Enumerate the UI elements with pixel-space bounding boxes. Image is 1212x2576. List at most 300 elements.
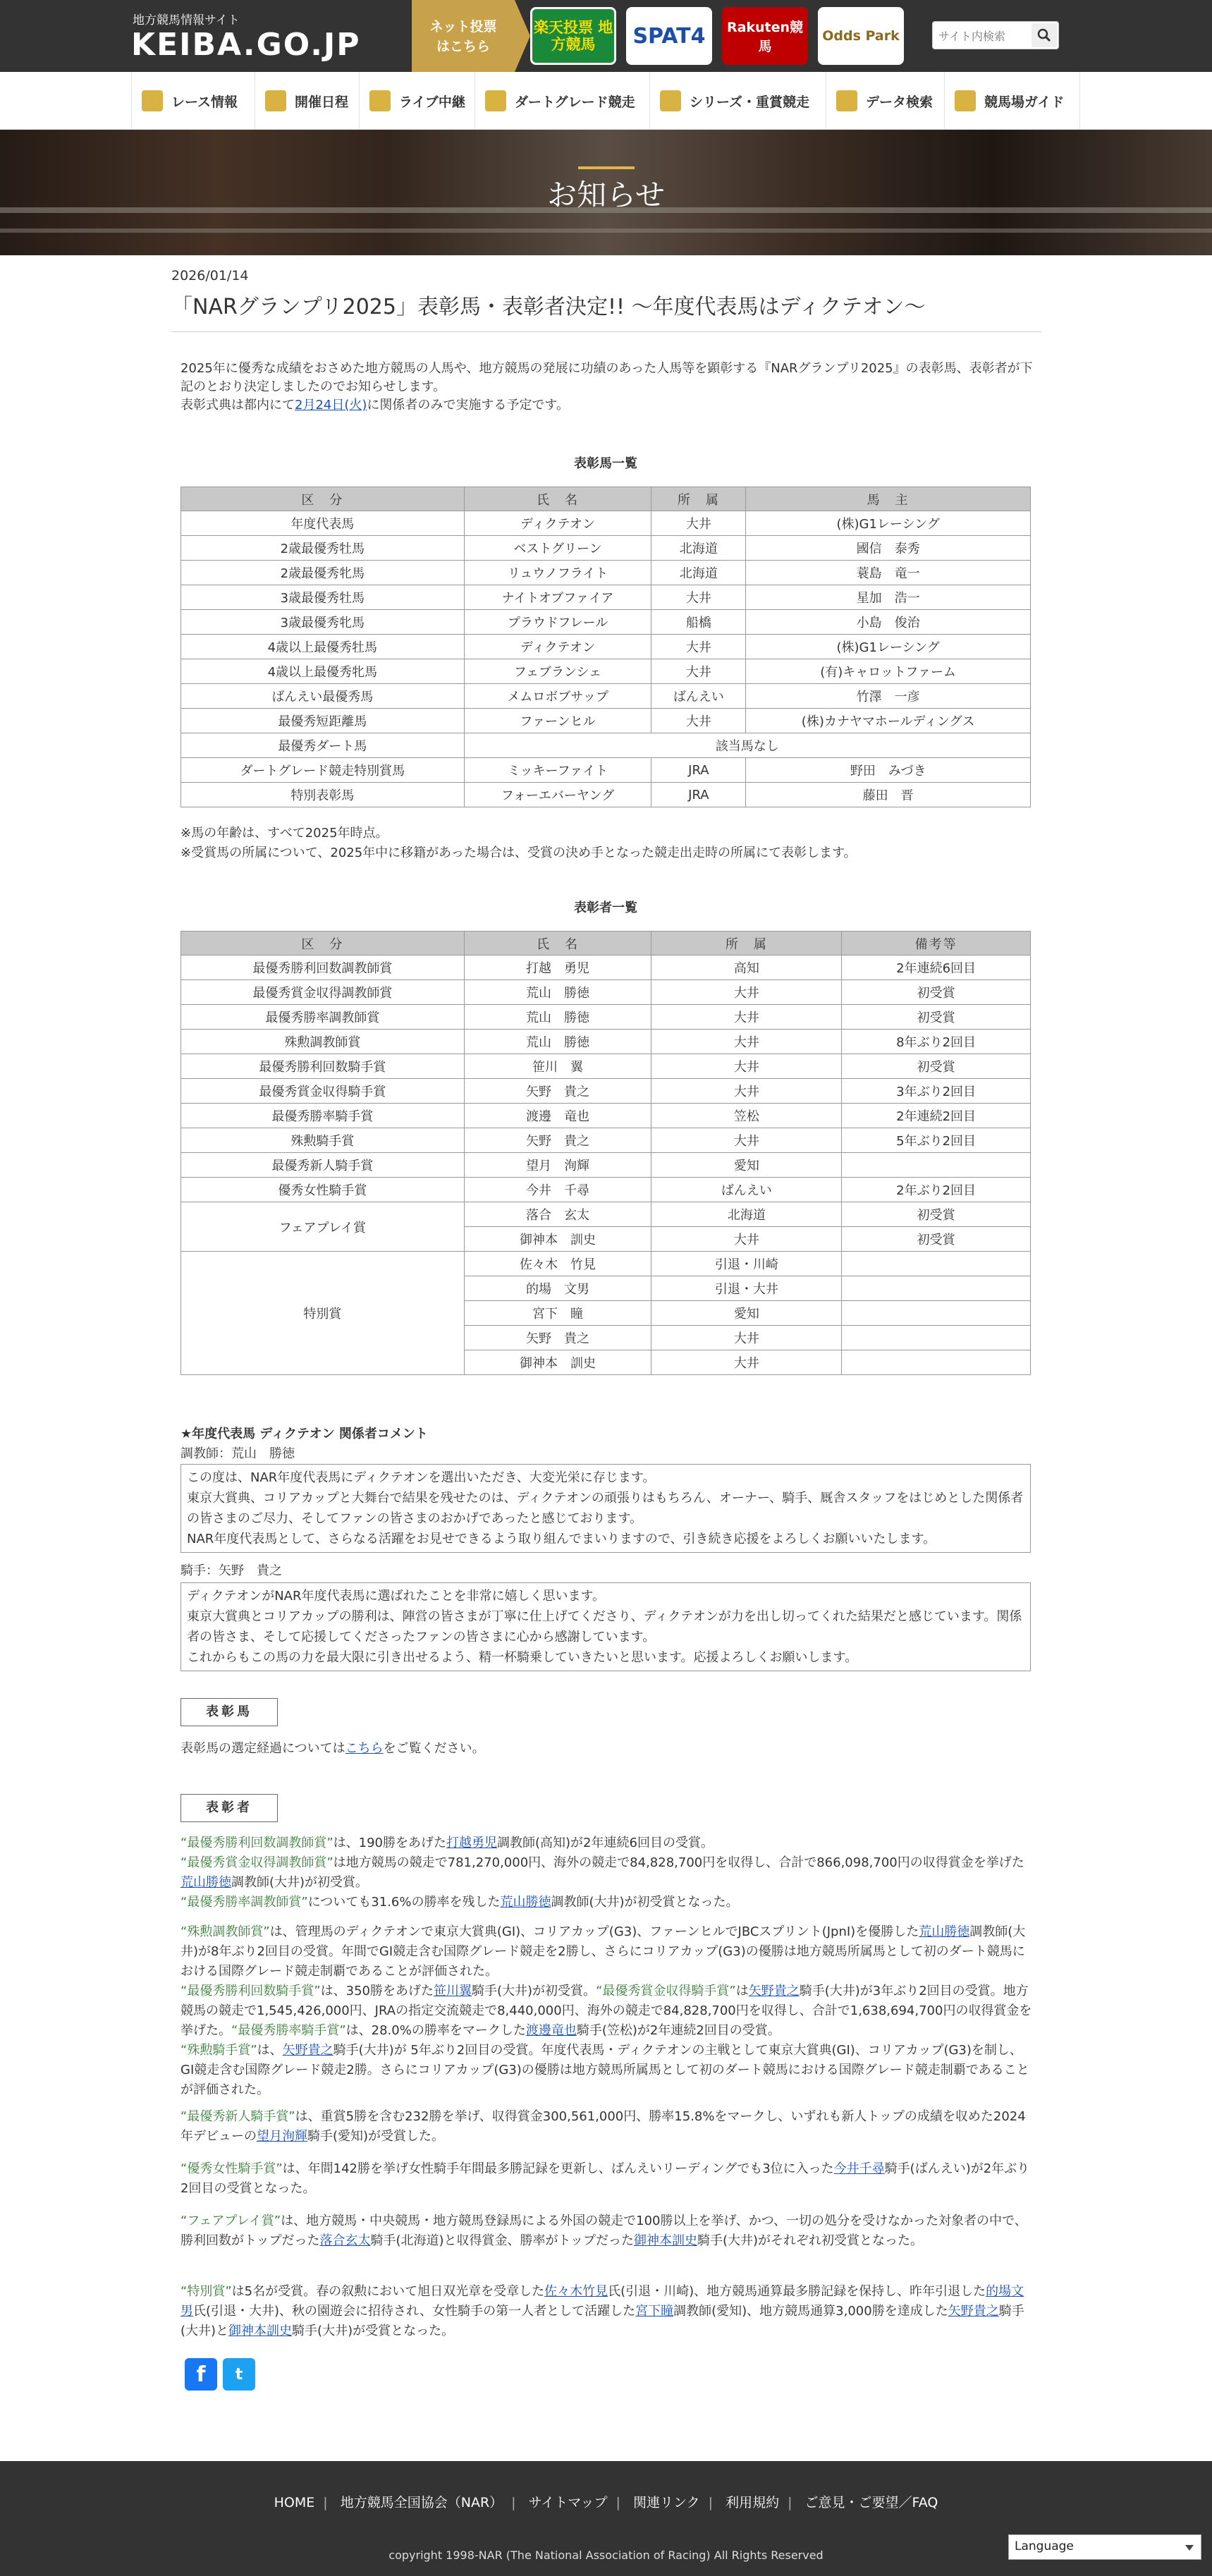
table-cell: 大井 bbox=[651, 1005, 842, 1030]
table-header: 所 属 bbox=[651, 487, 746, 511]
table-cell: フェアプレイ賞 bbox=[181, 1202, 465, 1252]
facebook-icon: f bbox=[196, 2362, 206, 2387]
table-cell: ナイトオブファイア bbox=[464, 585, 651, 610]
table-cell: 殊勲調教師賞 bbox=[181, 1030, 465, 1054]
table-cell: 初受賞 bbox=[842, 980, 1031, 1005]
table-cell: 笹川 翼 bbox=[464, 1054, 651, 1079]
nav-data-search[interactable] bbox=[826, 72, 945, 130]
nav-schedule[interactable] bbox=[255, 72, 360, 130]
award-name: “最優秀勝率調教師賞” bbox=[180, 1895, 308, 1910]
comment-line: この度は、NAR年度代表馬にディクテオンを選出いただき、大変光栄に存じます。 bbox=[187, 1470, 656, 1485]
table-cell: 優秀女性騎手賞 bbox=[181, 1178, 465, 1202]
table-cell: 最優秀勝利回数調教師賞 bbox=[181, 956, 465, 980]
nav-course-guide[interactable] bbox=[945, 72, 1080, 130]
table-cell: 8年ぶり2回目 bbox=[842, 1030, 1031, 1054]
award-line bbox=[180, 1982, 1034, 2041]
award-name: “フェアプレイ賞” bbox=[180, 2214, 281, 2228]
net-betting-arrow-icon bbox=[515, 0, 530, 72]
table-cell: (株)G1レーシング bbox=[746, 635, 1031, 659]
text-part: 騎手(大井)と bbox=[180, 2304, 1024, 2338]
text-part: は、350勝をあげた bbox=[320, 1984, 434, 1998]
text-part: は地方競馬の競走で781,270,000円、海外の競走で84,828,700円を収得し、合計で866,098,700円の収得賞金を挙げた bbox=[333, 1855, 1024, 1870]
text-part: 騎手(大井)が受賞となった。 bbox=[292, 2324, 455, 2338]
footer-link-nar[interactable]: 地方競馬全国協会（NAR） bbox=[340, 2495, 503, 2510]
table-row bbox=[181, 1178, 1031, 1202]
table-cell: 矢野 貴之 bbox=[464, 1079, 651, 1104]
footer-link-sitemap[interactable]: サイトマップ bbox=[528, 2495, 608, 2510]
table-header: 氏 名 bbox=[464, 932, 651, 956]
award-paragraph bbox=[180, 2211, 1034, 2251]
person-link[interactable]: 御神本訓史 bbox=[228, 2324, 293, 2338]
table-cell: 的場 文男 bbox=[464, 1276, 651, 1301]
table-cell: ディクテオン bbox=[464, 511, 651, 536]
table-row bbox=[181, 684, 1031, 709]
table-cell bbox=[842, 1252, 1031, 1276]
award-name: “最優秀勝利回数騎手賞” bbox=[180, 1984, 321, 1998]
table-header: 区 分 bbox=[181, 487, 465, 511]
nav-label: データ検索 bbox=[866, 94, 934, 110]
table-cell: 藤田 晋 bbox=[746, 783, 1031, 807]
person-link[interactable]: 荒山勝徳 bbox=[919, 1924, 970, 1939]
table-cell: 渡邊 竜也 bbox=[464, 1104, 651, 1128]
intro-text bbox=[180, 360, 1034, 415]
table-cell: 該当馬なし bbox=[464, 733, 1030, 758]
table-cell: 矢野 貴之 bbox=[464, 1128, 651, 1153]
table-cell: 5年ぶり2回目 bbox=[842, 1128, 1031, 1153]
award-name: “最優秀勝率騎手賞” bbox=[231, 2023, 346, 2038]
table-cell: リュウノフライト bbox=[464, 561, 651, 585]
copyright: copyright 1998-NAR (The National Association of Racing) All Rights Reserved bbox=[388, 2548, 824, 2562]
info-icon bbox=[955, 90, 976, 111]
hero-banner bbox=[0, 130, 1212, 255]
jockey-comment-box bbox=[180, 1582, 1031, 1671]
table-cell: 大井 bbox=[651, 1054, 842, 1079]
table-cell: ベストグリーン bbox=[464, 536, 651, 561]
comments-heading bbox=[180, 1424, 1034, 1464]
text-part: についても31.6%の勝率を残した bbox=[307, 1895, 501, 1910]
table-cell: 最優秀新人騎手賞 bbox=[181, 1153, 465, 1178]
text-part: 表彰馬の選定経過については bbox=[180, 1741, 345, 1756]
live-icon bbox=[369, 90, 391, 111]
table-cell: ダートグレード競走特別賞馬 bbox=[181, 758, 465, 783]
partner-rakuten-keiba[interactable]: Rakuten競馬 bbox=[722, 7, 808, 65]
horse-section-tag: 表彰馬 bbox=[180, 1698, 278, 1726]
search-icon bbox=[1037, 28, 1051, 42]
table-cell: 4歳以上最優秀牡馬 bbox=[181, 635, 465, 659]
table-header-row bbox=[181, 932, 1031, 956]
table-cell: 蓑島 竜一 bbox=[746, 561, 1031, 585]
comment-line: これからもこの馬の力を最大限に引き出せるよう、精一杯騎乗していきたいと思います。応援よろしくお願いします。 bbox=[187, 1650, 858, 1665]
table-cell: 最優秀ダート馬 bbox=[181, 733, 465, 758]
table-cell: ファーンヒル bbox=[464, 709, 651, 733]
footer-separator: | bbox=[323, 2495, 328, 2510]
table-row bbox=[181, 956, 1031, 980]
text-part: は、管理馬のディクテオンで東京大賞典(GI)、コリアカップ(G3)、ファーンヒルでJBCスプリント(JpnI)を優勝した bbox=[269, 1924, 919, 1939]
table-cell: 殊勲騎手賞 bbox=[181, 1128, 465, 1153]
table-cell: 4歳以上最優秀牝馬 bbox=[181, 659, 465, 684]
table-cell bbox=[842, 1350, 1031, 1375]
person-link[interactable]: 矢野貴之 bbox=[748, 1984, 800, 1998]
table-row bbox=[181, 1153, 1031, 1178]
text-part: は、重賞5勝を含む232勝を挙げ、収得賞金300,561,000円、勝率15.8%をマークし、いずれも新人トップの成績を収めた2024年デビューの bbox=[180, 2109, 1026, 2144]
footer-link-terms[interactable]: 利用規約 bbox=[726, 2495, 780, 2510]
table-row bbox=[181, 709, 1031, 733]
post-date: 2026/01/14 bbox=[171, 268, 249, 283]
table-cell: 竹澤 一彦 bbox=[746, 684, 1031, 709]
table-cell: ばんえい最優秀馬 bbox=[181, 684, 465, 709]
table-row bbox=[181, 1128, 1031, 1153]
text-part: は、地方競馬・中央競馬・地方競馬登録馬による外国の競走で100勝以上を挙げ、かつ、一切の処分を受けなかった対象者の中で、勝利回数がトップだった bbox=[180, 2214, 1027, 2248]
nav-label: ライブ中継 bbox=[399, 94, 465, 110]
intro-text-part: に関係者のみで実施する予定です。 bbox=[367, 398, 569, 413]
table-cell: ディクテオン bbox=[464, 635, 651, 659]
table-row bbox=[181, 1104, 1031, 1128]
table-row bbox=[181, 585, 1031, 610]
table-row bbox=[181, 561, 1031, 585]
table-cell: 3歳最優秀牝馬 bbox=[181, 610, 465, 635]
comments-title: ★年度代表馬 ディクテオン 関係者コメント bbox=[180, 1427, 428, 1441]
footer-separator: | bbox=[511, 2495, 516, 2510]
selection-process-link[interactable]: こちら bbox=[345, 1741, 384, 1756]
table-cell: 大井 bbox=[651, 1030, 842, 1054]
table-row bbox=[181, 511, 1031, 536]
table-cell: 最優秀勝率調教師賞 bbox=[181, 1005, 465, 1030]
note-line: ※受賞馬の所属について、2025年中に移籍があった場合は、受賞の決め手となった競走出走時の所属にて表彰します。 bbox=[180, 846, 857, 860]
table-cell: 年度代表馬 bbox=[181, 511, 465, 536]
nav-label: シリーズ・重賞競走 bbox=[690, 94, 810, 110]
table-cell: 3歳最優秀牡馬 bbox=[181, 585, 465, 610]
table-cell bbox=[842, 1301, 1031, 1326]
person-link[interactable]: 今井千尋 bbox=[833, 2161, 885, 2176]
person-link[interactable]: 佐々木竹見 bbox=[544, 2284, 608, 2299]
award-name: “最優秀賞金収得調教師賞” bbox=[180, 1855, 333, 1870]
award-line bbox=[180, 1853, 1034, 1893]
table-cell: 落合 玄太 bbox=[464, 1202, 651, 1227]
people-section-title: 表彰者一覧 bbox=[574, 901, 637, 915]
table-header: 備考等 bbox=[842, 932, 1031, 956]
table-cell: 大井 bbox=[651, 635, 746, 659]
table-cell: 大井 bbox=[651, 709, 746, 733]
award-paragraph bbox=[180, 2107, 1034, 2147]
table-cell: 高知 bbox=[651, 956, 842, 980]
text-part: は、28.0%の勝率をマークした bbox=[345, 2023, 526, 2038]
table-cell: フォーエバーヤング bbox=[464, 783, 651, 807]
table-row bbox=[181, 1079, 1031, 1104]
table-cell: 大井 bbox=[651, 1079, 842, 1104]
award-line bbox=[180, 2041, 1034, 2100]
footer-links bbox=[0, 2492, 1212, 2511]
table-row bbox=[181, 980, 1031, 1005]
site-logo[interactable]: KEIBA.GO.JP bbox=[131, 27, 361, 63]
dirt-grade-icon bbox=[485, 90, 506, 111]
award-paragraph bbox=[180, 1833, 1034, 1912]
site-search bbox=[932, 21, 1059, 49]
footer-separator: | bbox=[708, 2495, 714, 2510]
table-cell: 御神本 訓史 bbox=[464, 1227, 651, 1252]
table-header: 所 属 bbox=[651, 932, 842, 956]
award-paragraph bbox=[180, 2159, 1034, 2199]
table-cell: 大井 bbox=[651, 1326, 842, 1350]
horses-table bbox=[180, 487, 1031, 807]
table-cell: 2年連続2回目 bbox=[842, 1104, 1031, 1128]
award-name: “殊勲調教師賞” bbox=[180, 1924, 270, 1939]
table-cell: 初受賞 bbox=[842, 1202, 1031, 1227]
award-name: “殊勲騎手賞” bbox=[180, 2043, 257, 2058]
trophy-icon bbox=[660, 90, 681, 111]
table-cell: 2歳最優秀牝馬 bbox=[181, 561, 465, 585]
table-row bbox=[181, 1252, 1031, 1276]
person-link[interactable]: 荒山勝徳 bbox=[180, 1875, 231, 1890]
comment-line: NAR年度代表馬として、さらなる活躍をお見せできるよう取り組んでまいりますので、引き続き応援をよろしくお願いいたします。 bbox=[187, 1532, 936, 1546]
table-row bbox=[181, 758, 1031, 783]
text-part: をご覧ください。 bbox=[383, 1741, 485, 1756]
award-name: “最優秀新人騎手賞” bbox=[180, 2109, 295, 2124]
page-title: お知らせ bbox=[547, 178, 665, 212]
table-row bbox=[181, 1005, 1031, 1030]
table-cell: 特別賞 bbox=[181, 1252, 465, 1375]
table-cell: 大井 bbox=[651, 511, 746, 536]
share-buttons bbox=[185, 2358, 255, 2391]
partner-odds-park[interactable]: Odds Park bbox=[818, 7, 904, 65]
table-cell: JRA bbox=[651, 783, 746, 807]
table-cell: JRA bbox=[651, 758, 746, 783]
table-cell: 笠松 bbox=[651, 1104, 842, 1128]
text-part: 騎手(ばんえい)が2年ぶり2回目の受賞となった。 bbox=[180, 2161, 1030, 2196]
comment-line: ディクテオンがNAR年度代表馬に選ばれたことを非常に嬉しく思います。 bbox=[187, 1589, 606, 1604]
table-cell: 特別表彰馬 bbox=[181, 783, 465, 807]
partner-spat4[interactable]: SPAT4 bbox=[626, 7, 712, 65]
table-cell: 初受賞 bbox=[842, 1227, 1031, 1252]
intro-text-part: 表彰式典は都内にて bbox=[180, 398, 295, 413]
table-cell: 北海道 bbox=[651, 536, 746, 561]
partner-rakuten-chihou[interactable]: 楽天投票 地方競馬 bbox=[530, 7, 616, 65]
table-cell: 今井 千尋 bbox=[464, 1178, 651, 1202]
twitter-share-button[interactable] bbox=[223, 2358, 255, 2391]
twitter-icon: t bbox=[235, 2365, 243, 2383]
table-cell: フェブランシェ bbox=[464, 659, 651, 684]
table-cell: 初受賞 bbox=[842, 1005, 1031, 1030]
text-part: 騎手(大井)が初受賞。 bbox=[472, 1984, 596, 1998]
facebook-share-button[interactable] bbox=[185, 2358, 217, 2391]
hero-accent-bar bbox=[578, 166, 635, 169]
table-cell bbox=[842, 1276, 1031, 1301]
note-line: ※馬の年齢は、すべて2025年時点。 bbox=[180, 826, 388, 841]
people-table bbox=[180, 931, 1031, 1375]
table-cell: (株)カナヤマホールディングス bbox=[746, 709, 1031, 733]
top-header bbox=[0, 0, 1212, 72]
table-cell: 荒山 勝徳 bbox=[464, 1030, 651, 1054]
text-part: 調教師(高知)が2年連続6回目の受賞。 bbox=[497, 1836, 714, 1850]
net-betting-line2: はこちら bbox=[436, 39, 490, 54]
nav-race-info[interactable] bbox=[131, 72, 255, 130]
person-link[interactable]: 御神本訓史 bbox=[633, 2233, 697, 2248]
table-cell: 船橋 bbox=[651, 610, 746, 635]
award-name: “優秀女性騎手賞” bbox=[180, 2161, 283, 2176]
table-cell: 2年連続6回目 bbox=[842, 956, 1031, 980]
person-link[interactable]: 打越勇児 bbox=[446, 1836, 498, 1850]
table-cell: 愛知 bbox=[651, 1153, 842, 1178]
table-cell: 野田 みづき bbox=[746, 758, 1031, 783]
table-row bbox=[181, 610, 1031, 635]
table-cell: (株)G1レーシング bbox=[746, 511, 1031, 536]
text-part: 騎手(大井)が 5年ぶり2回目の受賞。年度代表馬・ディクテオンの主戦として東京大賞典(GI)、コリアカップ(G3)を制し、GI競走含む国際グレード競走2勝。さらにコリアカップ(G3)の優勝は地方競馬所属馬として初のダート競馬における国際グレード競走制覇であることが評価された。 bbox=[180, 2043, 1029, 2097]
table-cell: プラウドフレール bbox=[464, 610, 651, 635]
table-cell: 荒山 勝徳 bbox=[464, 1005, 651, 1030]
table-cell: 望月 洵輝 bbox=[464, 1153, 651, 1178]
nav-label: 開催日程 bbox=[295, 94, 349, 110]
post-title: 「NARグランプリ2025」表彰馬・表彰者決定!! ～年度代表馬はディクテオン～ bbox=[171, 289, 1041, 332]
table-header: 区 分 bbox=[181, 932, 465, 956]
table-cell: 國信 泰秀 bbox=[746, 536, 1031, 561]
nav-label: ダートグレード競走 bbox=[515, 94, 635, 110]
table-cell: 最優秀短距離馬 bbox=[181, 709, 465, 733]
text-part: は5名が受賞。春の叙勲において旭日双光章を受章した bbox=[231, 2284, 545, 2299]
calendar-icon bbox=[265, 90, 286, 111]
person-link[interactable]: 矢野貴之 bbox=[948, 2304, 999, 2319]
text-part: は、190勝をあげた bbox=[333, 1836, 447, 1850]
table-cell bbox=[842, 1326, 1031, 1350]
table-row bbox=[181, 1202, 1031, 1227]
table-cell: 宮下 瞳 bbox=[464, 1301, 651, 1326]
person-link[interactable]: 矢野貴之 bbox=[282, 2043, 333, 2058]
footer-separator: | bbox=[788, 2495, 792, 2510]
award-name: “特別賞” bbox=[180, 2284, 232, 2299]
table-row bbox=[181, 1030, 1031, 1054]
comment-line: 東京大賞典、コリアカップと大舞台で結果を残せたのは、ディクテオンの頑張りはもちろん、オーナー、騎手、厩舎スタッフをはじめとした関係者の皆さまのご尽力、そしてファンの皆さまのおかげであったと感じております。 bbox=[187, 1491, 1024, 1526]
search-input[interactable] bbox=[938, 28, 1030, 44]
person-link[interactable]: 望月洵輝 bbox=[257, 2129, 307, 2144]
horses-section-title: 表彰馬一覧 bbox=[574, 456, 637, 471]
award-name: “最優秀賞金収得騎手賞” bbox=[596, 1984, 736, 1998]
text-part: は、年間142勝を挙げ女性騎手年間最多勝記録を更新し、ばんえいリーディングでも3位に入った bbox=[282, 2161, 834, 2176]
comment-line: 東京大賞典とコリアカップの勝利は、陣営の皆さまが丁寧に仕上げてくださり、ディクテオンが力を出し切ってくれた結果だと感じています。関係者の皆さま、そして応援してくださったファンの皆さまに心から感謝しています。 bbox=[187, 1609, 1022, 1644]
person-link[interactable]: 笹川翼 bbox=[434, 1984, 472, 1998]
race-icon bbox=[142, 90, 163, 111]
intro-paragraph: 2025年に優秀な成績をおさめた地方競馬の人馬や、地方競馬の発展に功績のあった人馬等を顕彰する『NARグランプリ2025』の表彰馬、表彰者が下記のとおり決定しましたのでお知らせします。 bbox=[180, 361, 1033, 394]
search-icon bbox=[836, 90, 857, 111]
table-cell: 最優秀賞金収得調教師賞 bbox=[181, 980, 465, 1005]
table-cell: 大井 bbox=[651, 980, 842, 1005]
table-cell: 初受賞 bbox=[842, 1054, 1031, 1079]
table-cell: 引退・川崎 bbox=[651, 1252, 842, 1276]
table-cell: 大井 bbox=[651, 1350, 842, 1375]
table-cell: (有)キャロットファーム bbox=[746, 659, 1031, 684]
table-cell: 愛知 bbox=[651, 1301, 842, 1326]
footer-link-related[interactable]: 関連リンク bbox=[632, 2495, 700, 2510]
table-cell: 大井 bbox=[651, 659, 746, 684]
search-button[interactable] bbox=[1032, 23, 1057, 47]
table-cell: 2年ぶり2回目 bbox=[842, 1178, 1031, 1202]
horses-notes bbox=[180, 824, 1034, 863]
award-paragraph bbox=[180, 2282, 1034, 2341]
table-row bbox=[181, 659, 1031, 684]
nav-series[interactable] bbox=[650, 72, 826, 130]
text-part: 調教師(愛知)、地方競馬通算3,000勝を達成した bbox=[673, 2304, 948, 2319]
table-cell: 打越 勇児 bbox=[464, 956, 651, 980]
language-label: Language bbox=[1015, 2539, 1074, 2553]
text-part: 騎手(笠松)が2年連続2回目の受賞。 bbox=[576, 2023, 781, 2038]
footer-link-faq[interactable]: ご意見・ご要望／FAQ bbox=[804, 2495, 938, 2510]
net-betting-button[interactable] bbox=[412, 0, 515, 72]
table-cell: 3年ぶり2回目 bbox=[842, 1079, 1031, 1104]
text-part: 騎手(大井)がそれぞれ初受賞となった。 bbox=[697, 2233, 924, 2248]
footer-link-home[interactable]: HOME bbox=[274, 2495, 315, 2510]
table-cell: 佐々木 竹見 bbox=[464, 1252, 651, 1276]
table-cell: 最優秀勝利回数騎手賞 bbox=[181, 1054, 465, 1079]
table-cell: 2歳最優秀牡馬 bbox=[181, 536, 465, 561]
table-cell: 御神本 訓史 bbox=[464, 1350, 651, 1375]
table-cell: 矢野 貴之 bbox=[464, 1326, 651, 1350]
intro-paragraph bbox=[180, 396, 1034, 415]
text-part: 氏(引退・川崎)、地方競馬通算最多勝記録を保持し、昨年引退した bbox=[608, 2284, 986, 2299]
nav-live[interactable] bbox=[360, 72, 475, 130]
footer-separator: | bbox=[616, 2495, 620, 2510]
person-link[interactable]: 宮下瞳 bbox=[635, 2304, 674, 2319]
table-cell: 最優秀賞金収得騎手賞 bbox=[181, 1079, 465, 1104]
table-row bbox=[181, 783, 1031, 807]
ceremony-date-link[interactable]: 2月24日(火) bbox=[295, 398, 367, 413]
text-part: 氏(引退・大井)、秋の園遊会に招待され、女性騎手の第一人者として活躍した bbox=[193, 2304, 636, 2319]
table-cell: 北海道 bbox=[651, 1202, 842, 1227]
award-paragraph bbox=[180, 1922, 1034, 2100]
trainer-label: 調教師：荒山 勝徳 bbox=[180, 1446, 295, 1461]
trainer-comment-box bbox=[180, 1464, 1031, 1553]
table-cell: ミッキーファイト bbox=[464, 758, 651, 783]
text-part: は、 bbox=[257, 2043, 283, 2058]
table-row bbox=[181, 536, 1031, 561]
table-cell: ばんえい bbox=[651, 684, 746, 709]
nav-label: 競馬場ガイド bbox=[984, 94, 1065, 110]
main-nav bbox=[0, 72, 1212, 130]
table-cell: 最優秀勝率騎手賞 bbox=[181, 1104, 465, 1128]
table-header-row bbox=[181, 487, 1031, 511]
person-link[interactable]: 落合玄太 bbox=[319, 2233, 371, 2248]
table-cell: 大井 bbox=[651, 585, 746, 610]
table-cell: 星加 浩一 bbox=[746, 585, 1031, 610]
award-line bbox=[180, 1922, 1034, 1982]
text-part: 騎手(北海道)と収得賞金、勝率がトップだった bbox=[370, 2233, 634, 2248]
text-part: 騎手(愛知)が受賞した。 bbox=[307, 2129, 445, 2144]
table-row bbox=[181, 635, 1031, 659]
person-link[interactable]: 荒山勝徳 bbox=[500, 1895, 551, 1910]
table-cell: ばんえい bbox=[651, 1178, 842, 1202]
table-cell: 大井 bbox=[651, 1227, 842, 1252]
award-name: “最優秀勝利回数調教師賞” bbox=[180, 1836, 333, 1850]
footer bbox=[0, 2461, 1212, 2576]
text-part: 騎手(大井)が3年ぶり2回目の受賞。地方競馬の競走で1,545,426,000円、JRAの指定交流競走で8,440,000円、海外の競走で84,828,700円を収得し、合計で1,638,694,700円の収得賞金を挙げた。 bbox=[180, 1984, 1032, 2038]
table-row bbox=[181, 733, 1031, 758]
award-line bbox=[180, 1833, 1034, 1853]
text-part: 調教師(大井)が初受賞。 bbox=[231, 1875, 369, 1890]
person-link[interactable]: 的場文男 bbox=[180, 2284, 1024, 2319]
table-cell: 荒山 勝徳 bbox=[464, 980, 651, 1005]
person-section-tag: 表彰者 bbox=[180, 1794, 278, 1822]
site-subtitle: 地方競馬情報サイト bbox=[133, 13, 240, 28]
table-cell: 北海道 bbox=[651, 561, 746, 585]
table-cell: メムロボブサップ bbox=[464, 684, 651, 709]
nav-dirt-grade[interactable] bbox=[475, 72, 650, 130]
table-header: 馬 主 bbox=[746, 487, 1031, 511]
table-header: 氏 名 bbox=[464, 487, 651, 511]
table-cell bbox=[842, 1153, 1031, 1178]
table-cell: 引退・大井 bbox=[651, 1276, 842, 1301]
text-part: は bbox=[735, 1984, 749, 1998]
award-line bbox=[180, 1893, 1034, 1912]
horse-link-text bbox=[180, 1739, 1034, 1759]
jockey-label: 騎手：矢野 貴之 bbox=[180, 1563, 282, 1578]
person-link[interactable]: 渡邊竜也 bbox=[525, 2023, 577, 2038]
table-cell: 小島 俊治 bbox=[746, 610, 1031, 635]
